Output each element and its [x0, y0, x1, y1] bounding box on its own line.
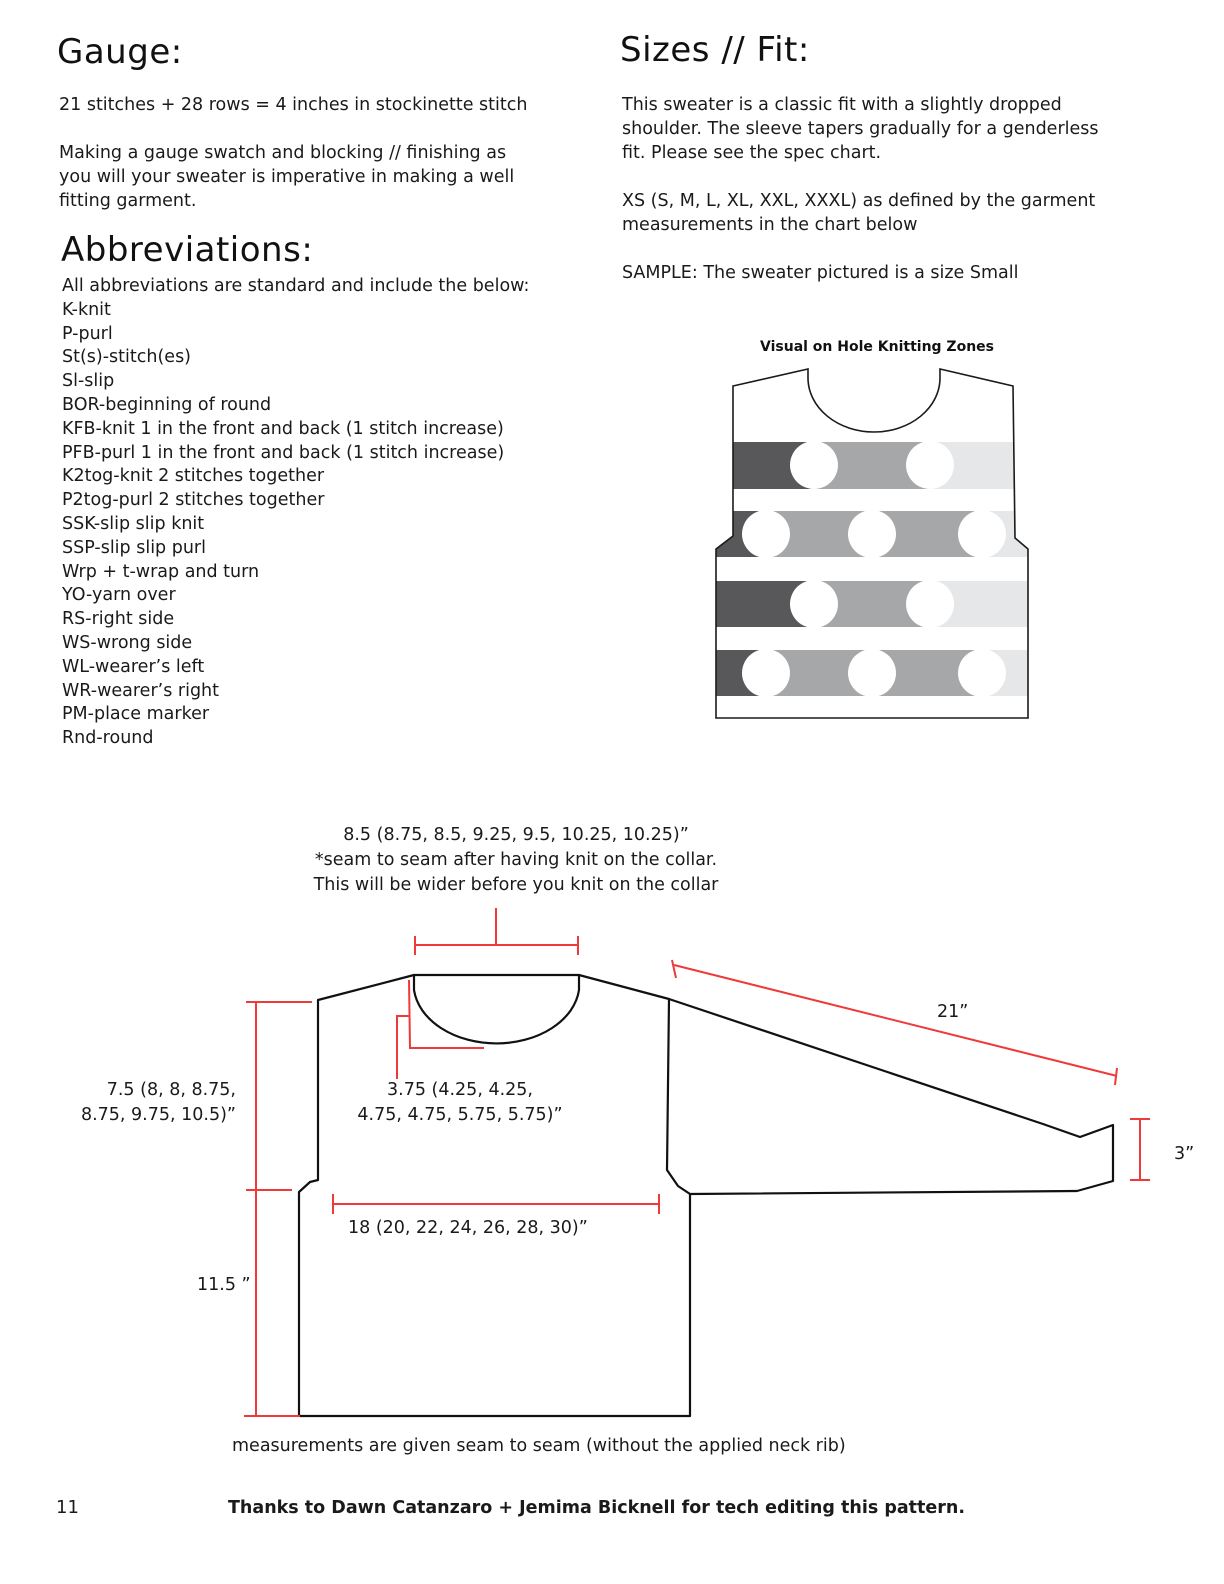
chest-width-dimension [333, 1194, 659, 1214]
gauge-note-line: Making a gauge swatch and blocking // finishing as [59, 143, 507, 163]
gauge-note-line: you will your sweater is imperative in making a well [59, 167, 515, 187]
body-length-label: 11.5 ” [197, 1275, 251, 1295]
measurement-note: measurements are given seam to seam (without the applied neck rib) [232, 1436, 846, 1456]
fit-line: shoulder. The sleeve tapers gradually for a genderless [622, 119, 1099, 139]
abbreviation-item: KFB-knit 1 in the front and back (1 stitch increase) [62, 418, 504, 439]
abbreviation-item: P2tog-purl 2 stitches together [62, 490, 325, 511]
page-number: 11 [56, 1497, 79, 1518]
neckline-curve [414, 975, 579, 1043]
abbreviations-intro: All abbreviations are standard and include the below: [62, 276, 530, 296]
fit-line: fit. Please see the spec chart. [622, 143, 882, 163]
abbreviation-item: St(s)-stitch(es) [62, 347, 192, 368]
length-dimension [244, 1002, 312, 1416]
gauge-heading: Gauge: [57, 32, 183, 72]
size-line: measurements in the chart below [622, 215, 918, 235]
abbreviation-item: RS-right side [62, 609, 175, 630]
neck-depth-dimension [397, 980, 484, 1079]
fit-line: This sweater is a classic fit with a slightly dropped [622, 95, 1062, 115]
neck-width-note: *seam to seam after having knit on the collar. [314, 850, 718, 870]
abbreviation-item: YO-yarn over [62, 585, 176, 606]
sizes-heading: Sizes // Fit: [620, 30, 810, 70]
abbreviation-item: WR-wearer’s right [62, 680, 220, 701]
sleeve-length-label: 21” [937, 1002, 969, 1022]
abbreviation-item: Rnd-round [62, 728, 154, 749]
vest-diagram-title: Visual on Hole Knitting Zones [760, 339, 994, 355]
gauge-note-line: fitting garment. [59, 191, 197, 211]
abbreviation-item: PFB-purl 1 in the front and back (1 stitch increase) [62, 442, 505, 463]
abbreviation-item: P-purl [62, 323, 113, 344]
neck-depth-line: 3.75 (4.25, 4.25, [387, 1080, 533, 1100]
neck-width-dimension [415, 908, 578, 955]
abbreviation-item: WL-wearer’s left [62, 656, 205, 677]
chest-width-label: 18 (20, 22, 24, 26, 28, 30)” [348, 1218, 588, 1238]
gauge-line: 21 stitches + 28 rows = 4 inches in stockinette stitch [59, 95, 528, 115]
abbreviation-item: PM-place marker [62, 704, 210, 725]
cuff-width-dimension [1130, 1119, 1150, 1180]
abbreviation-item: SSK-slip slip knit [62, 513, 205, 534]
abbreviations-heading: Abbreviations: [61, 230, 314, 270]
abbreviation-item: BOR-beginning of round [62, 394, 272, 415]
abbreviation-item: K-knit [62, 299, 111, 320]
neck-depth-line: 4.75, 4.75, 5.75, 5.75)” [357, 1105, 563, 1125]
abbreviation-item: Wrp + t-wrap and turn [62, 561, 260, 582]
abbreviation-item: WS-wrong side [62, 632, 193, 653]
armhole-depth-line: 7.5 (8, 8, 8.75, [106, 1080, 236, 1100]
abbreviation-item: Sl-slip [62, 371, 115, 392]
body-outline [299, 975, 690, 1416]
cuff-width-label: 3” [1174, 1144, 1195, 1164]
sample-line: SAMPLE: The sweater pictured is a size Small [622, 263, 1019, 283]
neck-depth-label [340, 1078, 580, 1128]
neck-width-value: 8.5 (8.75, 8.5, 9.25, 9.5, 10.25, 10.25)” [343, 825, 689, 845]
abbreviation-item: SSP-slip slip purl [62, 537, 206, 558]
credits-line: Thanks to Dawn Catanzaro + Jemima Bicknell for tech editing this pattern. [228, 1498, 965, 1518]
abbreviation-item: K2tog-knit 2 stitches together [62, 466, 325, 487]
neck-width-note: This will be wider before you knit on the collar [313, 875, 719, 895]
armhole-depth-label [40, 1078, 236, 1128]
armhole-depth-line: 8.75, 9.75, 10.5)” [80, 1105, 236, 1125]
size-line: XS (S, M, L, XL, XXL, XXXL) as defined by the garment [622, 191, 1096, 211]
sleeve-outline [669, 999, 1113, 1194]
